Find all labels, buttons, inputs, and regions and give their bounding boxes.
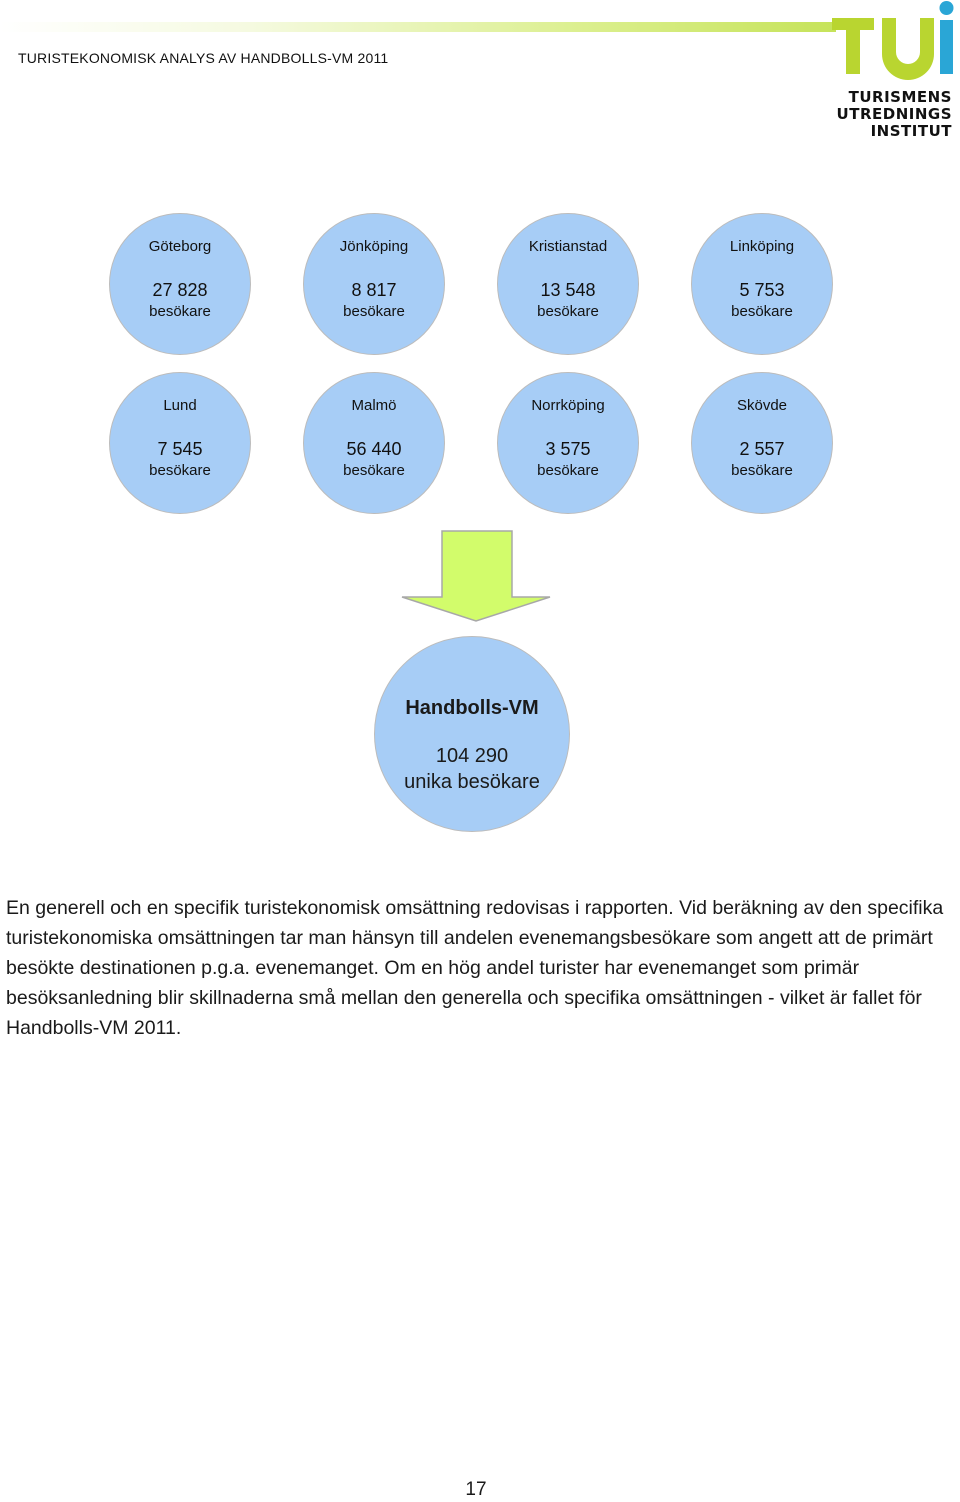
city-circle-kristianstad — [497, 213, 639, 355]
city-name: Linköping — [729, 238, 795, 255]
logo-line-3: INSTITUT — [870, 122, 952, 140]
tui-logo — [826, 0, 960, 140]
logo-line-2: UTREDNINGS — [836, 105, 952, 123]
city-circle-skovde — [691, 372, 833, 514]
city-name: Göteborg — [148, 238, 212, 255]
total-visitors-circle — [374, 636, 570, 832]
city-count: 3 575 — [545, 439, 591, 459]
down-arrow-icon — [398, 528, 554, 624]
body-paragraph: En generell och en specifik turistekonomisk omsättning redovisas i rapporten. Vid beräkning av den specifika turistekonomiska omsättningen tar man hänsyn till andelen evenemangsbesökare som angett att de primärt besökte destinationen p.g.a. evenemanget. Om en hög andel turister har evenemanget som primär besöksanledning blir skillnaderna små mellan den generella och specifika omsättningen - vilket är fallet för Handbolls-VM 2011. — [6, 897, 944, 1039]
city-count: 2 557 — [739, 439, 785, 459]
city-count: 5 753 — [739, 280, 785, 300]
city-name: Skövde — [736, 397, 788, 414]
logo-line-1: TURISMENS — [848, 88, 952, 106]
tui-logo-mark — [826, 0, 960, 84]
city-unit: besökare — [149, 462, 211, 479]
city-circle-malmo — [303, 372, 445, 514]
city-unit: besökare — [149, 303, 211, 320]
city-count: 7 545 — [157, 439, 203, 459]
city-circle-lund — [109, 372, 251, 514]
total-count: 104 290 — [435, 745, 509, 767]
city-unit: besökare — [343, 303, 405, 320]
city-unit: besökare — [343, 462, 405, 479]
page-number: 17 — [465, 1479, 487, 1500]
city-unit: besökare — [731, 303, 793, 320]
city-circle-linkoping — [691, 213, 833, 355]
city-unit: besökare — [537, 462, 599, 479]
city-count: 27 828 — [152, 280, 208, 300]
city-count: 13 548 — [540, 280, 596, 300]
city-circle-norrkoping — [497, 372, 639, 514]
city-count: 56 440 — [346, 439, 402, 459]
city-count: 8 817 — [351, 280, 397, 300]
total-title: Handbolls-VM — [405, 697, 539, 719]
total-unit: unika besökare — [404, 771, 540, 793]
city-unit: besökare — [537, 303, 599, 320]
running-header: TURISTEKONOMISK ANALYS AV HANDBOLLS-VM 2011 — [18, 50, 389, 66]
city-name: Jönköping — [339, 238, 409, 255]
city-circle-jonkoping — [303, 213, 445, 355]
city-unit: besökare — [731, 462, 793, 479]
city-name: Kristianstad — [528, 238, 608, 255]
city-name: Norrköping — [531, 397, 605, 414]
header-stripe — [0, 22, 836, 32]
city-name: Lund — [163, 397, 197, 414]
city-name: Malmö — [351, 397, 397, 414]
city-circle-goteborg — [109, 213, 251, 355]
